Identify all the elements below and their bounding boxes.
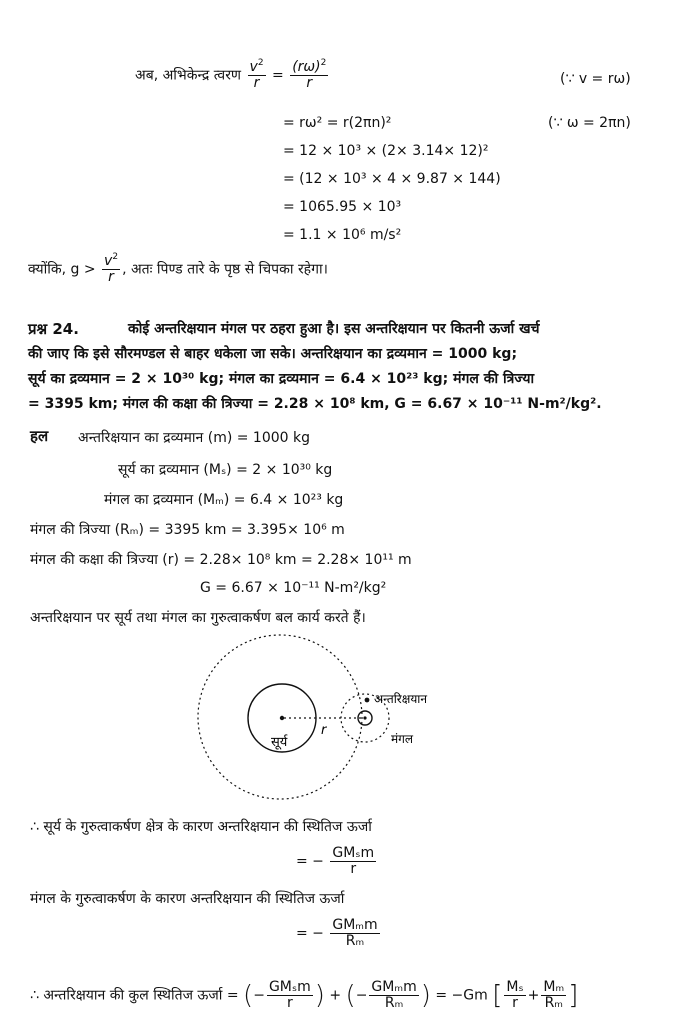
orbit-diagram xyxy=(195,630,495,810)
accel-line-4: = (12 × 10³ × 4 × 9.87 × 144) xyxy=(283,171,501,187)
total-energy-line: ∴ अन्तरिक्षयान की कुल स्थितिज ऊर्जा = (− $\frac{\text{GMₛm}}{r}$ ) + (− $\frac{\text{GMₘm}}{\text{Rₘ}}$ ) = −Gm [ $\frac{\text{Mₛ}}{r}$ + $\frac{\text{Mₘ}}{\text{Rₘ}}$ ] xyxy=(30,979,579,1011)
solution-line-1: अन्तरिक्षयान का द्रव्यमान (m) = 1000 kg xyxy=(78,430,310,446)
spacecraft-label: अन्तरिक्षयान xyxy=(374,692,428,706)
accel-line-5: = 1065.95 × 10³ xyxy=(283,199,402,215)
accel-line-1: अब, अभिकेन्द्र त्वरण $\frac{v^2}{r}$ = $\frac{(r\omega)^2}{r}$ xyxy=(135,58,327,91)
solution-label: हल xyxy=(30,427,49,445)
mars-orbit xyxy=(198,635,362,799)
solution-line-4: मंगल की त्रिज्या (Rₘ) = 3395 km = 3.395× 10⁶ m xyxy=(30,522,345,538)
question-line-2: की जाए कि इसे सौरमण्डल से बाहर धकेला जा सके। अन्तरिक्षयान का द्रव्यमान = 1000 kg; xyxy=(28,346,518,362)
solution-line-7: अन्तरिक्षयान पर सूर्य तथा मंगल का गुरुत्वाकर्षण बल कार्य करते हैं। xyxy=(30,610,366,626)
question-line-3: सूर्य का द्रव्यमान = 2 × 10³⁰ kg; मंगल का द्रव्यमान = 6.4 × 10²³ kg; मंगल की त्रिज्या xyxy=(28,371,535,387)
radius-label: r xyxy=(321,723,327,738)
solution-line-3: मंगल का द्रव्यमान (Mₘ) = 6.4 × 10²³ kg xyxy=(104,492,344,508)
sun-energy-eq: = − $\frac{\text{GMₛm}}{r}$ xyxy=(296,845,375,877)
total-energy-text: ∴ अन्तरिक्षयान की कुल स्थितिज ऊर्जा = xyxy=(30,987,239,1004)
condition-v: (∵ v = rω) xyxy=(560,71,631,87)
rw2-over-r: $\frac{(r\omega)^2}{r}$ xyxy=(292,58,327,91)
accel-line-6: = 1.1 × 10⁶ m/s² xyxy=(283,227,402,243)
accel-line-2: = rω² = r(2πn)² xyxy=(283,115,392,131)
solution-line-2: सूर्य का द्रव्यमान (Mₛ) = 2 × 10³⁰ kg xyxy=(118,462,333,478)
v2-over-r: $\frac{v^2}{r}$ xyxy=(249,58,264,91)
solution-line-6: G = 6.67 × 10⁻¹¹ N-m²/kg² xyxy=(200,580,387,596)
mars-energy-eq: = − $\frac{\text{GMₘm}}{\text{Rₘ}}$ xyxy=(296,917,378,949)
question-line-1: कोई अन्तरिक्षयान मंगल पर ठहरा हुआ है। इस अन्तरिक्षयान पर कितनी ऊर्जा खर्च xyxy=(128,321,540,337)
sun-energy-text: ∴ सूर्य के गुरुत्वाकर्षण क्षेत्र के कारण अन्तरिक्षयान की स्थितिज ऊर्जा xyxy=(30,819,372,835)
sun-label: सूर्य xyxy=(271,735,288,750)
sun-centre xyxy=(280,716,284,720)
because-frac: $\frac{v^2}{r}$ xyxy=(104,252,119,285)
spacecraft-dot xyxy=(365,698,370,703)
question-line-4: = 3395 km; मंगल की कक्षा की त्रिज्या = 2.28 × 10⁸ km, G = 6.67 × 10⁻¹¹ N-m²/kg². xyxy=(28,396,602,412)
condition-omega: (∵ ω = 2πn) xyxy=(548,115,631,131)
accel-line-3: = 12 × 10³ × (2× 3.14× 12)² xyxy=(283,143,489,159)
solution-line-5: मंगल की कक्षा की त्रिज्या (r) = 2.28× 10⁸ km = 2.28× 10¹¹ m xyxy=(30,552,412,568)
mars-energy-text: मंगल के गुरुत्वाकर्षण के कारण अन्तरिक्षयान की स्थितिज ऊर्जा xyxy=(30,891,345,907)
mars-centre xyxy=(363,716,366,719)
mars-label: मंगल xyxy=(391,732,414,746)
accel-intro: अब, अभिकेन्द्र त्वरण xyxy=(135,67,242,84)
because-line: क्योंकि, g > $\frac{v^2}{r}$ , अतः पिण्ड तारे के पृष्ठ से चिपका रहेगा। xyxy=(28,252,328,285)
question-label: प्रश्न 24. xyxy=(28,320,79,338)
